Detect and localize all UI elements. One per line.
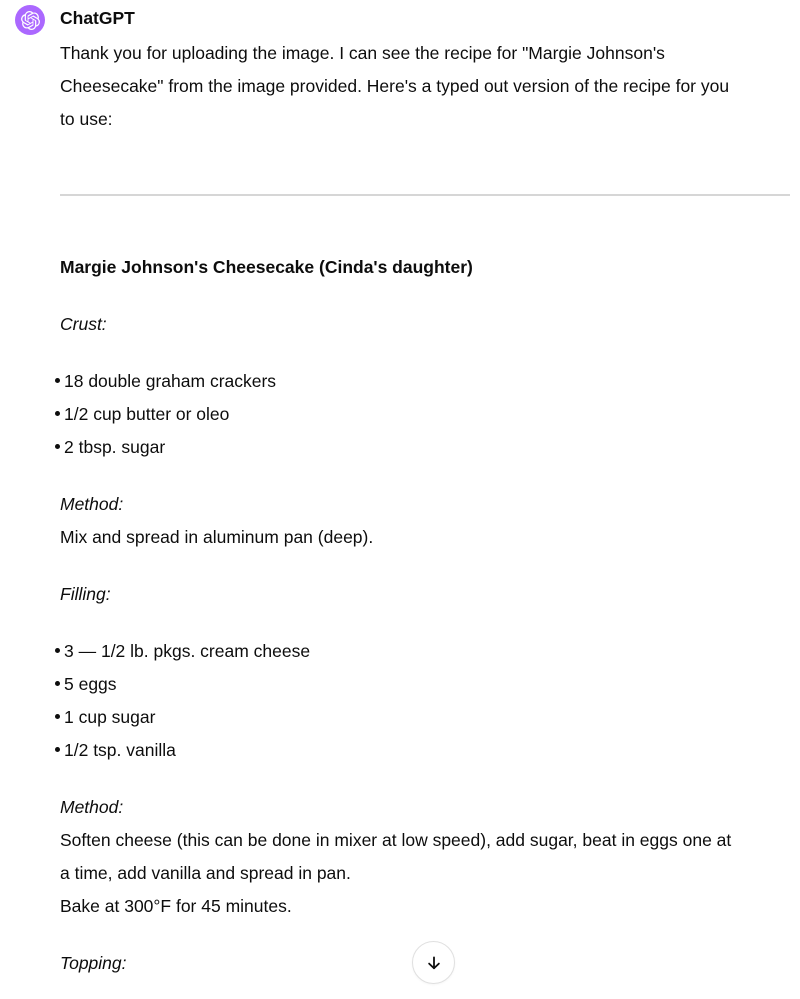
- topping-label: Topping:: [60, 952, 127, 973]
- list-item: 1/2 cup butter or oleo: [64, 398, 790, 431]
- intro-paragraph: [60, 37, 790, 136]
- list-item: 1/2 tsp. vanilla: [64, 734, 790, 767]
- text-line: a time, add vanilla and spread in pan.: [60, 862, 351, 883]
- list-item: 18 double graham crackers: [64, 365, 790, 398]
- text-line: Thank you for uploading the image. I can see the recipe for "Margie Johnson's: [60, 43, 665, 63]
- crust-method: [60, 488, 790, 554]
- chatgpt-avatar: [15, 5, 45, 35]
- crust-label: Crust:: [60, 313, 107, 334]
- crust-ingredient-list: [60, 365, 790, 464]
- text-line: Bake at 300°F for 45 minutes.: [60, 895, 292, 916]
- filling-ingredient-list: [60, 635, 790, 767]
- list-item: 1 cup sugar: [64, 701, 790, 734]
- filling-label: Filling:: [60, 583, 111, 604]
- method-label: Method:: [60, 796, 124, 817]
- assistant-name-label: ChatGPT: [60, 8, 135, 28]
- text-line: Soften cheese (this can be done in mixer at low speed), add sugar, beat in eggs one at: [60, 829, 732, 850]
- text-line: Mix and spread in aluminum pan (deep).: [60, 526, 374, 547]
- openai-logo-icon: [21, 11, 40, 30]
- arrow-down-icon: [425, 954, 443, 972]
- filling-method: [60, 791, 790, 923]
- method-label: Method:: [60, 493, 124, 514]
- message-content: [60, 2, 790, 980]
- recipe-title: Margie Johnson's Cheesecake (Cinda's daughter): [60, 256, 473, 277]
- list-item: 5 eggs: [64, 668, 790, 701]
- text-line: to use:: [60, 109, 113, 129]
- scroll-to-bottom-button[interactable]: [412, 941, 455, 984]
- list-item: 2 tbsp. sugar: [64, 431, 790, 464]
- section-divider: [60, 194, 790, 196]
- text-line: Cheesecake" from the image provided. Here's a typed out version of the recipe for you: [60, 76, 730, 96]
- list-item: 3 — 1/2 lb. pkgs. cream cheese: [64, 635, 790, 668]
